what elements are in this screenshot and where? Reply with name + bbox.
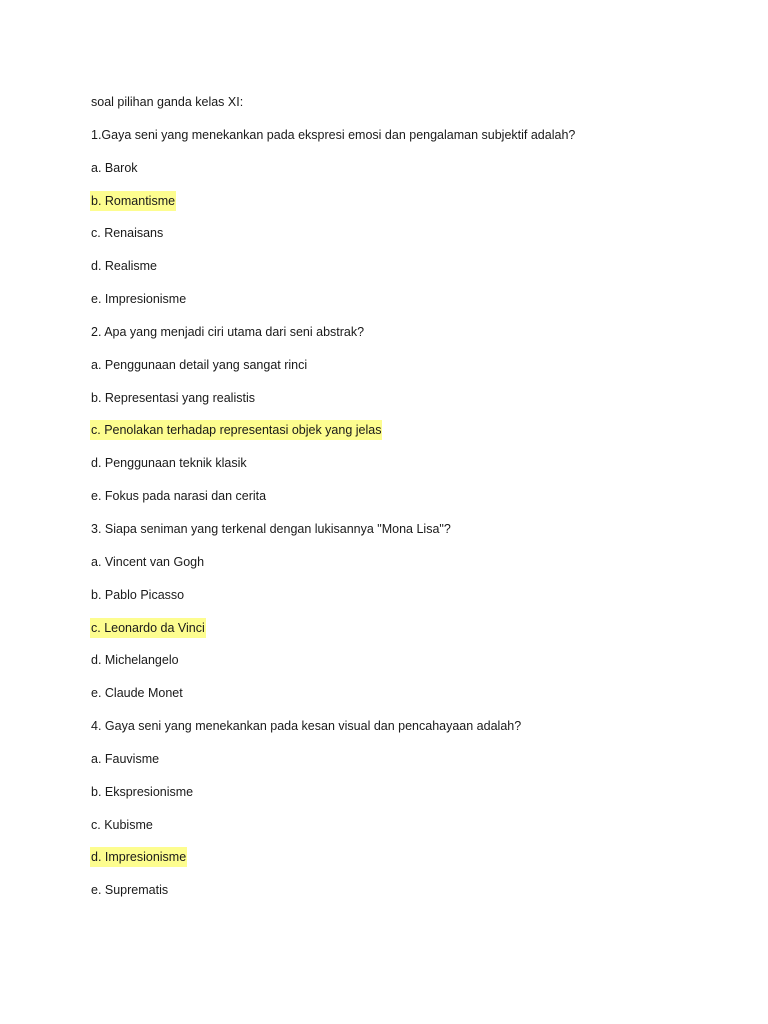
answer-option <box>90 158 730 191</box>
answer-option <box>90 782 730 815</box>
answer-option-correct <box>90 420 730 453</box>
answer-option-correct <box>90 618 730 651</box>
answer-option <box>90 453 730 486</box>
answer-option <box>90 223 730 256</box>
document-heading-text: soal pilihan ganda kelas XI: <box>91 95 244 109</box>
line-text: a. Vincent van Gogh <box>91 554 205 569</box>
answer-option <box>90 650 730 683</box>
answer-option <box>90 815 730 848</box>
question-list <box>90 125 730 913</box>
highlighted-answer-text: c. Leonardo da Vinci <box>90 618 206 638</box>
highlighted-answer-text: d. Impresionisme <box>90 847 187 867</box>
answer-option <box>90 749 730 782</box>
answer-option <box>90 683 730 716</box>
question-text <box>90 322 730 355</box>
line-text: d. Michelangelo <box>91 653 179 668</box>
line-text: b. Pablo Picasso <box>91 587 185 602</box>
document-content <box>90 92 730 913</box>
line-text: a. Fauvisme <box>91 751 160 766</box>
answer-option <box>90 289 730 322</box>
line-text: e. Suprematis <box>91 883 169 898</box>
highlighted-answer-text: b. Romantisme <box>90 191 176 211</box>
line-text: d. Penggunaan teknik klasik <box>91 456 247 471</box>
answer-option-correct <box>90 847 730 880</box>
answer-option <box>90 486 730 519</box>
question-text <box>90 519 730 552</box>
line-text: e. Claude Monet <box>91 686 183 701</box>
line-text: a. Barok <box>91 160 138 175</box>
line-text: 1.Gaya seni yang menekankan pada ekspresi emosi dan pengalaman subjektif adalah? <box>91 127 576 142</box>
highlighted-answer-text: c. Penolakan terhadap representasi objek yang jelas <box>90 420 382 440</box>
document-heading <box>90 92 730 125</box>
answer-option <box>90 355 730 388</box>
line-text: b. Ekspresionisme <box>91 784 194 799</box>
answer-option <box>90 256 730 289</box>
answer-option-correct <box>90 191 730 224</box>
line-text: e. Fokus pada narasi dan cerita <box>91 489 267 504</box>
answer-option <box>90 585 730 618</box>
answer-option <box>90 388 730 421</box>
line-text: a. Penggunaan detail yang sangat rinci <box>91 357 308 372</box>
line-text: 4. Gaya seni yang menekankan pada kesan visual dan pencahayaan adalah? <box>91 719 522 734</box>
question-text <box>90 125 730 158</box>
line-text: 3. Siapa seniman yang terkenal dengan lukisannya "Mona Lisa"? <box>91 521 451 536</box>
line-text: 2. Apa yang menjadi ciri utama dari seni abstrak? <box>91 324 365 339</box>
line-text: c. Renaisans <box>91 226 164 241</box>
answer-option <box>90 552 730 585</box>
question-text <box>90 716 730 749</box>
line-text: c. Kubisme <box>91 817 153 832</box>
line-text: e. Impresionisme <box>91 292 187 307</box>
answer-option <box>90 880 730 913</box>
line-text: d. Realisme <box>91 259 157 274</box>
line-text: b. Representasi yang realistis <box>91 390 255 405</box>
